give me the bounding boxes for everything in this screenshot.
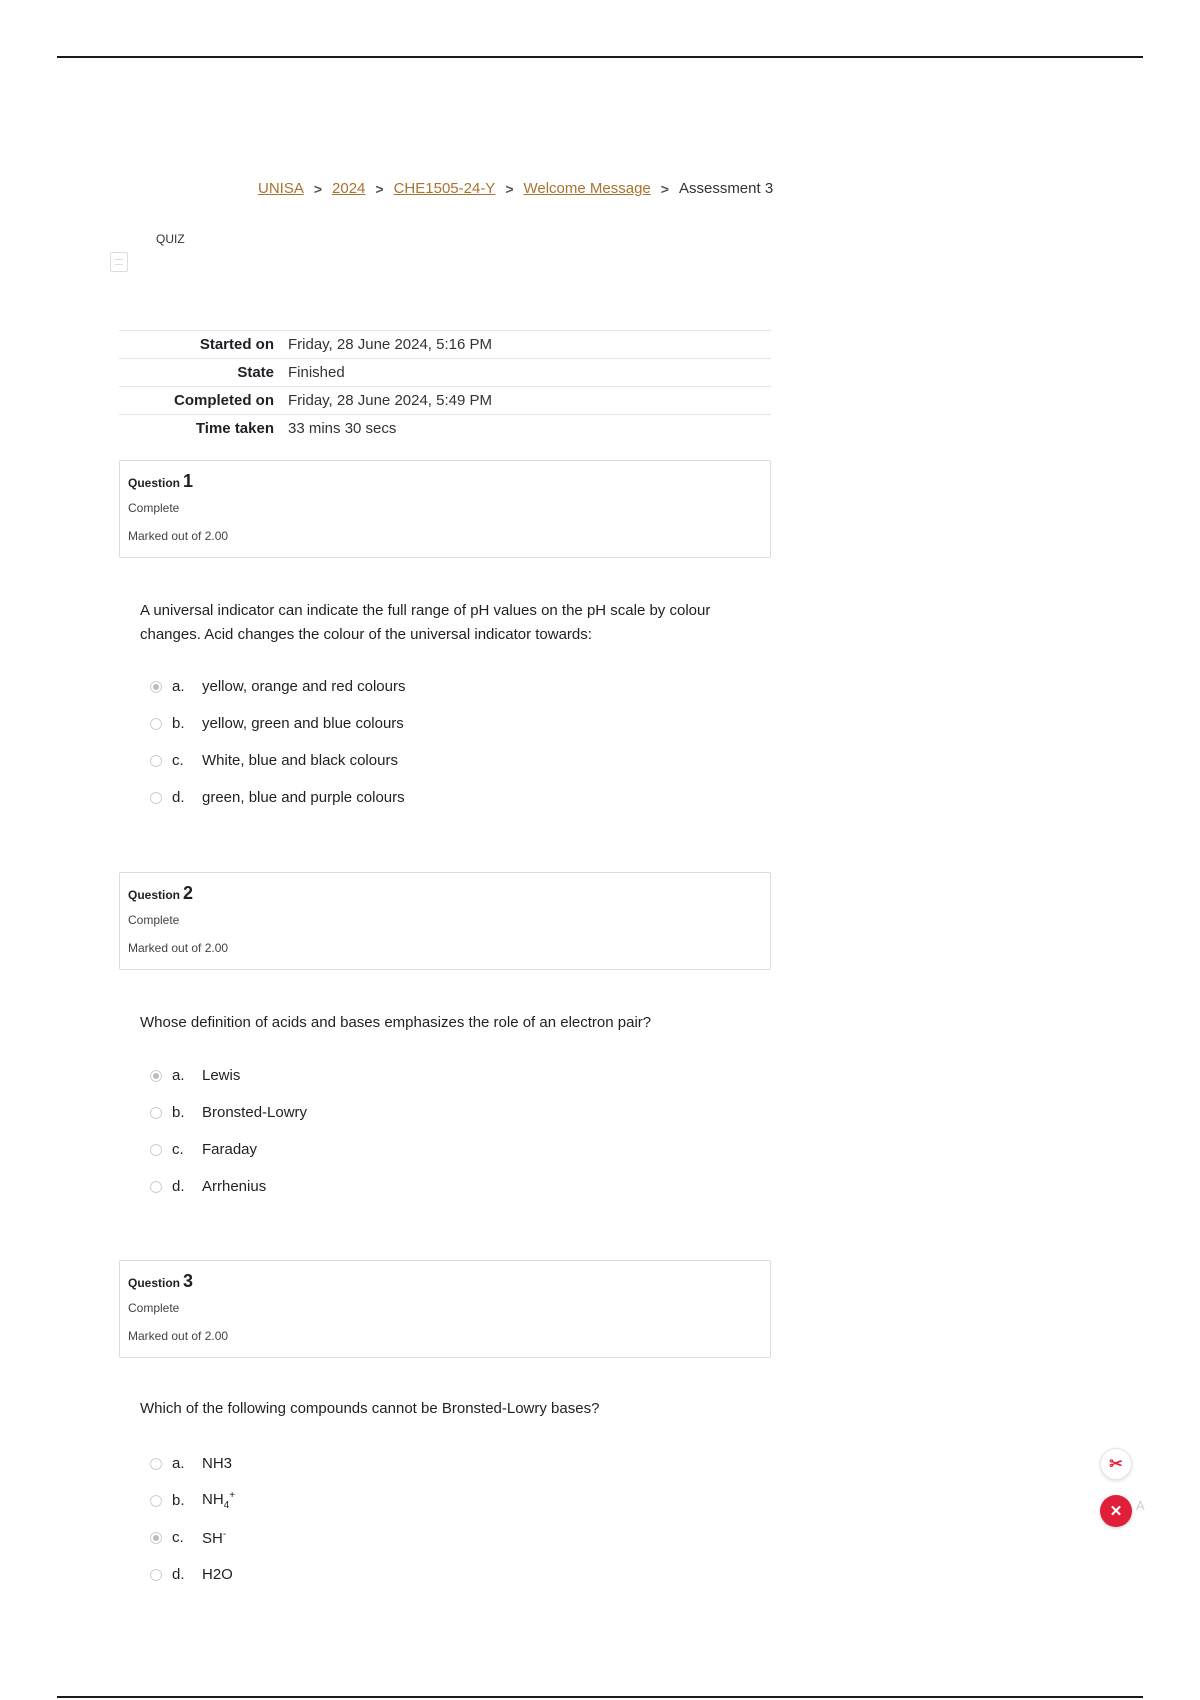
answer-letter: d. bbox=[172, 1178, 185, 1195]
answer-text: green, blue and purple colours bbox=[202, 789, 405, 806]
top-divider bbox=[57, 56, 1143, 58]
radio-button[interactable] bbox=[150, 718, 162, 730]
chevron-right-icon: > bbox=[375, 180, 384, 197]
question-state: Complete bbox=[128, 1301, 180, 1315]
question-grade: Marked out of 2.00 bbox=[128, 529, 229, 543]
page-type-label: QUIZ bbox=[156, 232, 185, 246]
breadcrumb-current: Assessment 3 bbox=[678, 180, 774, 197]
summary-row bbox=[119, 387, 771, 415]
chevron-right-icon: > bbox=[660, 180, 669, 197]
answer-option[interactable] bbox=[150, 742, 650, 779]
answer-option[interactable] bbox=[150, 1168, 650, 1205]
answer-option[interactable] bbox=[150, 1094, 650, 1131]
answer-text: $NH_4^+$ bbox=[202, 1490, 236, 1511]
question-grade: Marked out of 2.00 bbox=[128, 941, 229, 955]
breadcrumb-link-year[interactable]: 2024 bbox=[332, 180, 366, 197]
summary-label: State bbox=[237, 364, 274, 381]
answer-options bbox=[150, 1445, 650, 1593]
answer-option[interactable] bbox=[150, 779, 650, 816]
summary-value: 33 mins 30 secs bbox=[288, 420, 397, 438]
radio-button[interactable] bbox=[150, 755, 162, 767]
answer-option[interactable] bbox=[150, 1556, 650, 1593]
floating-label: A bbox=[1136, 1498, 1145, 1513]
breadcrumb-link-unisa[interactable]: UNISA bbox=[258, 180, 304, 197]
answer-text: Faraday bbox=[202, 1141, 258, 1158]
answer-letter: a. bbox=[172, 1067, 185, 1084]
breadcrumb-link-course[interactable]: CHE1505-24-Y bbox=[393, 180, 496, 197]
answer-letter: a. bbox=[172, 1455, 185, 1472]
attempt-summary-table bbox=[119, 330, 771, 443]
radio-button[interactable] bbox=[150, 1495, 162, 1507]
bottom-divider bbox=[57, 1696, 1143, 1698]
answer-letter: c. bbox=[172, 752, 184, 769]
answer-text: Arrhenius bbox=[202, 1178, 267, 1195]
breadcrumb-link-welcome[interactable]: Welcome Message bbox=[523, 180, 651, 197]
question-state: Complete bbox=[128, 501, 180, 515]
answer-text: H2O bbox=[202, 1566, 233, 1583]
radio-button[interactable] bbox=[150, 1107, 162, 1119]
close-icon[interactable]: ✕ bbox=[1100, 1495, 1132, 1527]
summary-label: Completed on bbox=[174, 392, 274, 409]
radio-button[interactable] bbox=[150, 1181, 162, 1193]
answer-option[interactable] bbox=[150, 1057, 650, 1094]
radio-button[interactable] bbox=[150, 1569, 162, 1581]
summary-label: Started on bbox=[199, 336, 274, 353]
radio-button[interactable] bbox=[150, 1458, 162, 1470]
quiz-icon bbox=[110, 252, 128, 272]
summary-row bbox=[119, 359, 771, 387]
answer-letter: c. bbox=[172, 1529, 184, 1546]
answer-options bbox=[150, 668, 650, 816]
summary-value: Finished bbox=[288, 364, 345, 381]
radio-button[interactable] bbox=[150, 1532, 162, 1544]
radio-button[interactable] bbox=[150, 1144, 162, 1156]
question-grade: Marked out of 2.00 bbox=[128, 1329, 229, 1343]
answer-letter: d. bbox=[172, 789, 185, 806]
answer-option[interactable] bbox=[150, 1519, 650, 1556]
answer-text: yellow, orange and red colours bbox=[202, 678, 406, 695]
answer-text: NH3 bbox=[202, 1455, 233, 1472]
answer-letter: d. bbox=[172, 1566, 185, 1583]
answer-letter: b. bbox=[172, 1104, 185, 1121]
answer-option[interactable] bbox=[150, 668, 650, 705]
answer-text: Bronsted-Lowry bbox=[202, 1104, 308, 1121]
answer-letter: a. bbox=[172, 678, 185, 695]
question-text: A universal indicator can indicate the full range of pH values on the pH scale by colour changes. Acid changes the colour of the universal indicator towards: bbox=[140, 602, 711, 643]
breadcrumb bbox=[258, 180, 773, 197]
answer-letter: b. bbox=[172, 1492, 185, 1509]
question-number: Question 3 bbox=[128, 1271, 194, 1291]
summary-value: Friday, 28 June 2024, 5:16 PM bbox=[288, 336, 493, 353]
summary-row bbox=[119, 415, 771, 443]
question-number: Question 2 bbox=[128, 883, 194, 903]
question-text: Which of the following compounds cannot be Bronsted-Lowry bases? bbox=[140, 1400, 600, 1417]
summary-label: Time taken bbox=[195, 420, 274, 438]
chevron-right-icon: > bbox=[313, 180, 323, 197]
answer-letter: b. bbox=[172, 715, 185, 732]
answer-option[interactable] bbox=[150, 705, 650, 742]
answer-text: SH- bbox=[202, 1528, 227, 1547]
answer-option[interactable] bbox=[150, 1131, 650, 1168]
question-number: Question 1 bbox=[128, 471, 194, 491]
radio-button[interactable] bbox=[150, 1070, 162, 1082]
summary-row bbox=[119, 331, 771, 359]
radio-button[interactable] bbox=[150, 681, 162, 693]
answer-option[interactable] bbox=[150, 1482, 650, 1519]
question-text: Whose definition of acids and bases emphasizes the role of an electron pair? bbox=[140, 1014, 652, 1031]
question-state: Complete bbox=[128, 913, 180, 927]
answer-letter: c. bbox=[172, 1141, 184, 1158]
answer-options bbox=[150, 1057, 650, 1205]
radio-button[interactable] bbox=[150, 792, 162, 804]
answer-text: Lewis bbox=[202, 1067, 241, 1084]
scissors-icon[interactable]: ✂ bbox=[1100, 1448, 1132, 1480]
chevron-right-icon: > bbox=[505, 180, 514, 197]
answer-text: yellow, green and blue colours bbox=[202, 715, 404, 732]
answer-text: White, blue and black colours bbox=[202, 752, 398, 769]
question-info-box bbox=[119, 872, 771, 970]
question-info-box bbox=[119, 1260, 771, 1358]
summary-value: Friday, 28 June 2024, 5:49 PM bbox=[288, 392, 493, 409]
answer-option[interactable] bbox=[150, 1445, 650, 1482]
question-info-box bbox=[119, 460, 771, 558]
